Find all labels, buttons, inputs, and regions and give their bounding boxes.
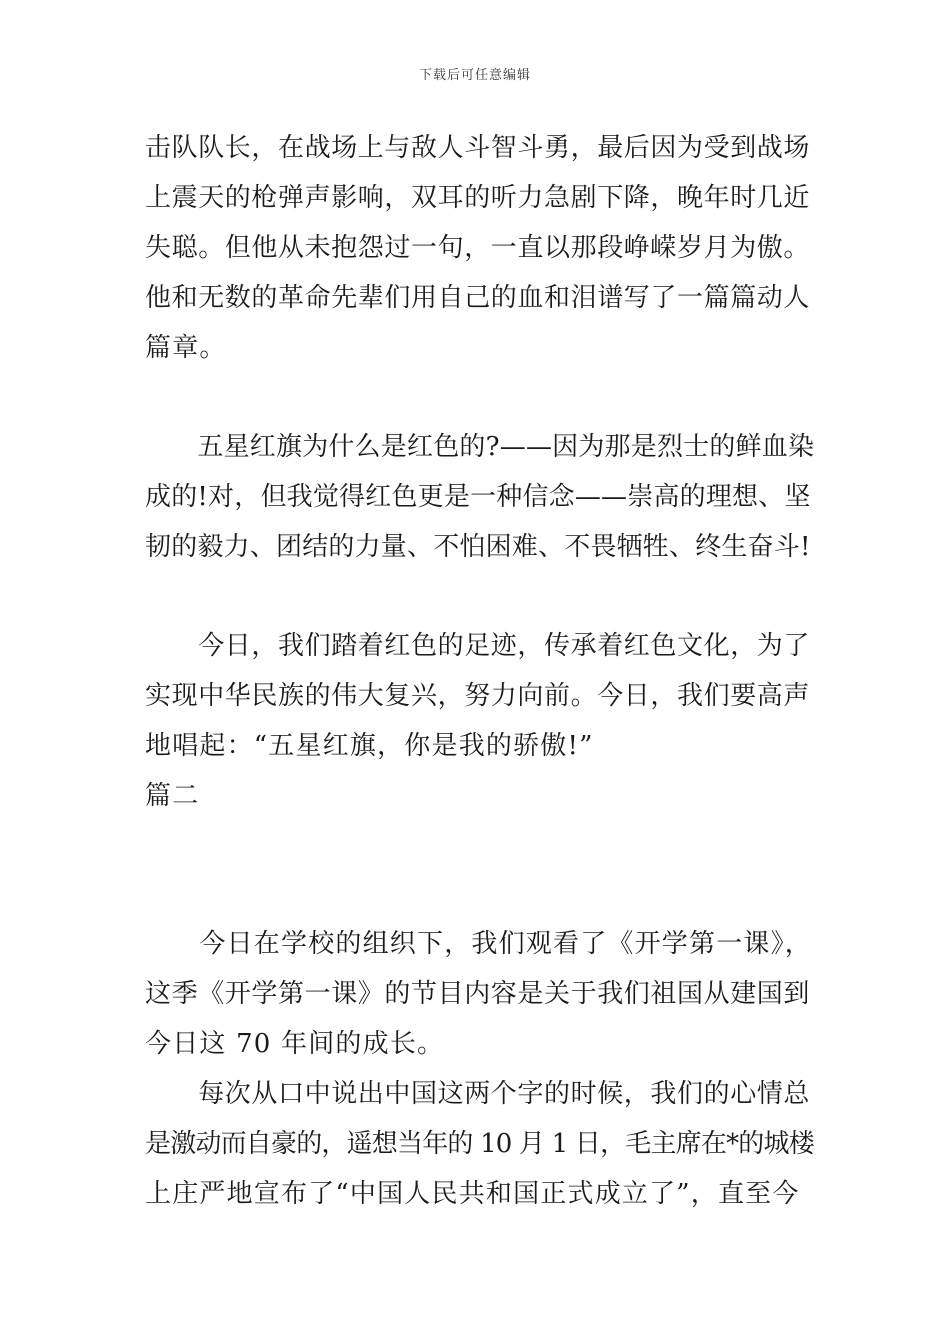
text-line: 五星红旗为什么是红色的?——因为那是烈士的鲜血染: [145, 432, 815, 462]
text-line: 地唱起：“五星红旗，你是我的骄傲!”: [145, 731, 594, 761]
text-line: 上庄严地宣布了“中国人民共和国正式成立了”，直至今: [145, 1179, 800, 1209]
text-line: 他和无数的革命先辈们用自己的血和泪谱写了一篇篇动人: [145, 283, 811, 313]
text-line: 击队队长，在战场上与敌人斗智斗勇，最后因为受到战场: [145, 133, 811, 163]
text-line: 每次从口中说出中国这两个字的时候，我们的心情总: [145, 1079, 811, 1109]
text-line: 韧的毅力、团结的力量、不怕困难、不畏牺牲、终生奋斗!: [145, 532, 811, 562]
text-line: 今日在学校的组织下，我们观看了《开学第一课》，: [145, 929, 813, 959]
text-line: 实现中华民族的伟大复兴，努力向前。今日，我们要高声: [145, 681, 811, 711]
text-line: 是激动而自豪的，遥想当年的 10 月 1 日，毛主席在*的城楼: [145, 1129, 814, 1159]
text-line: 成的!对，但我觉得红色更是一种信念——崇高的理想、坚: [145, 482, 811, 512]
text-line: 上震天的枪弹声影响，双耳的听力急剧下降，晚年时几近: [145, 183, 811, 213]
text-line: 今日这 70 年间的成长。: [145, 1029, 445, 1059]
text-line: 失聪。但他从未抱怨过一句，一直以那段峥嵘岁月为傲。: [145, 233, 811, 263]
section-heading: 篇二: [145, 781, 200, 811]
text-line: 这季《开学第一课》的节目内容是关于我们祖国从建国到: [145, 979, 811, 1009]
page-header: 下载后可任意编辑: [418, 68, 531, 83]
text-line: 篇章。: [145, 333, 227, 363]
text-line: 今日，我们踏着红色的足迹，传承着红色文化，为了: [145, 631, 811, 661]
